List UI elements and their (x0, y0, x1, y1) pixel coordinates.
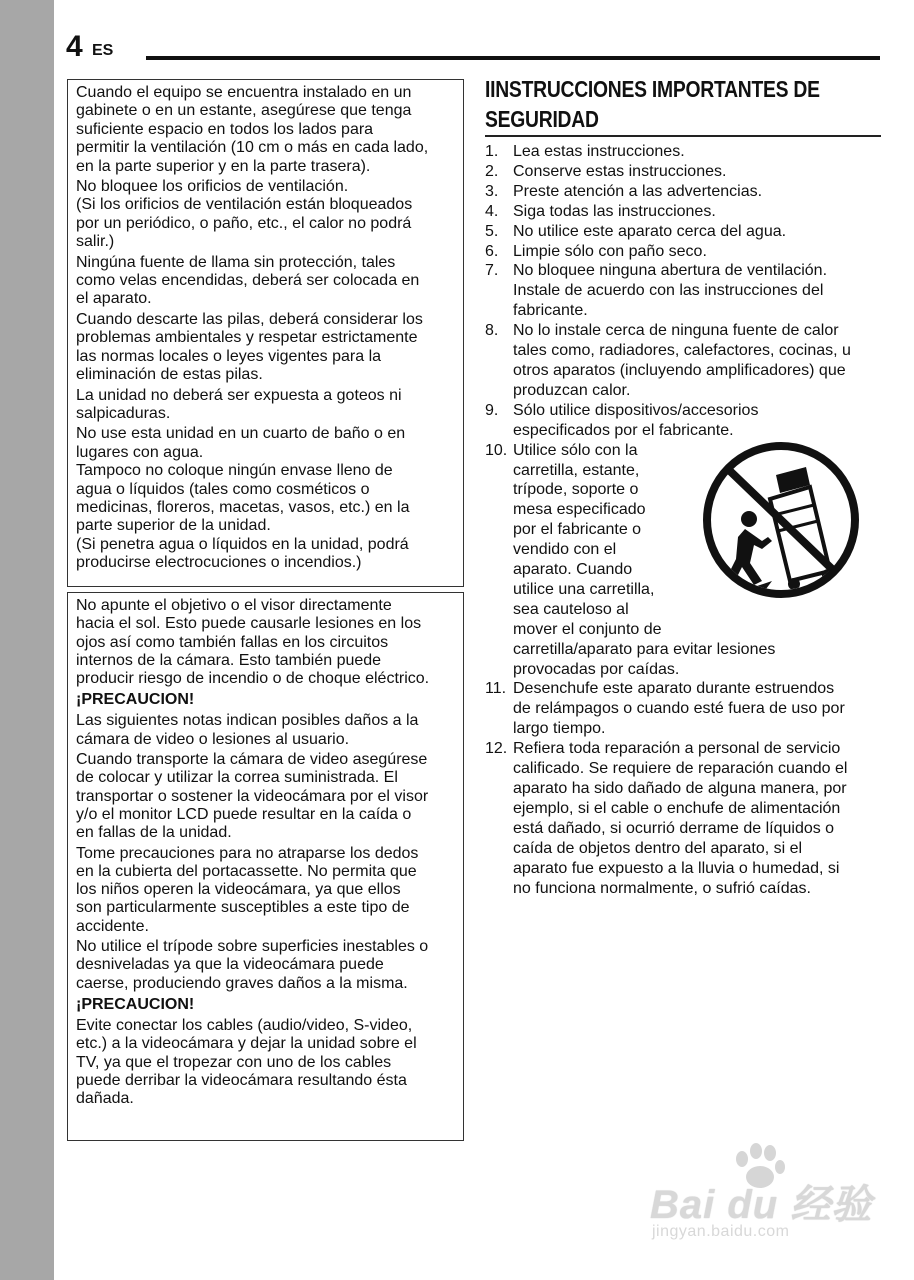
baidu-url: jingyan.baidu.com (652, 1223, 790, 1240)
item-number: 11. (485, 680, 507, 698)
list-item (485, 321, 885, 401)
list-item (485, 261, 885, 321)
item-text: Utilice sólo con la carretilla, estante, trípode, soporte o mesa especificado por el fabricante o vendido con el aparato. Cuando utilice una carretilla, sea cauteloso al mover el conjunto de carretilla/aparato para evitar lesiones provocadas por caídas. (513, 441, 776, 678)
item-number: 4. (485, 202, 499, 220)
item-text: No utilice este aparato cerca del agua. (513, 222, 787, 240)
item-text: Sólo utilice dispositivos/accesorios especificados por el fabricante. (513, 401, 759, 439)
item-text: No bloquee ninguna abertura de ventilación. Instale de acuerdo con las instrucciones del fabricante. (513, 262, 828, 320)
camera-cautions-box (67, 592, 464, 1141)
page-number: 4 (66, 30, 82, 63)
warning-paragraph: No bloquee los orificios de ventilación. (Si los orificios de ventilación están bloqueados por un periódico, o paño, etc., el calor no podrá salir.) (76, 178, 413, 251)
item-text: Refiera toda reparación a personal de servicio calificado. Se requiere de reparación cuando el aparato ha sido dañado de alguna manera, por ejemplo, si el cable o enchufe de alimentación está dañado, si ocurrió derrame de líquidos o caída de objetos dentro del aparato, si el aparato fue expuesto a la lluvia o humedad, si no funciona normalmente, o sufrió caídas. (513, 740, 848, 897)
item-number: 8. (485, 322, 499, 340)
sun-warning-paragraph: No apunte el objetivo o el visor directamente hacia el sol. Esto puede causarle lesiones en los ojos así como también fallas en los circuitos internos de la cámara. Esto también puede producir riesgo de incendio o de choque eléctrico. (76, 597, 430, 688)
ventilation-water-warnings-box (67, 79, 464, 587)
list-item (485, 242, 885, 262)
item-text: Siga todas las instrucciones. (513, 202, 716, 220)
warning-paragraph: La unidad no deberá ser expuesta a goteos ni salpicaduras. (76, 386, 402, 422)
caution-paragraph: Evite conectar los cables (audio/video, S-video, etc.) a la videocámara y dejar la unidad sobre el TV, ya que el tropezar con uno de los cables puede derribar la videocámara resultando ésta dañada. (76, 1016, 417, 1108)
warning-paragraph: Cuando el equipo se encuentra instalado en un gabinete o en un estante, asegúrese que tenga suficiente espacio en todos los lados para permitir la ventilación (10 cm o más en cada lado, en la parte superior y en la parte trasera). (76, 84, 429, 175)
list-item (485, 401, 885, 441)
item-text: No lo instale cerca de ninguna fuente de calor tales como, radiadores, calefactores, cocinas, u otros aparatos (incluyendo amplificadores) que produzcan calor. (513, 322, 851, 399)
caution-paragraph: Las siguientes notas indican posibles daños a la cámara de video o lesiones al usuario. (76, 712, 419, 748)
warning-paragraph: Cuando descarte las pilas, deberá considerar los problemas ambientales y respetar estrictamente las normas locales o leyes vigentes para la eliminación de estas pilas. (76, 310, 423, 384)
item-text: Preste atención a las advertencias. (513, 182, 763, 200)
title-rule (485, 135, 881, 137)
warning-paragraph: No use esta unidad en un cuarto de baño o en lugares con agua. Tampoco no coloque ningún envase lleno de agua o líquidos (tales como cosméticos o medicinas, floreros, macetas, vasos, etc.) en la parte superior de la unidad. (Si penetra agua o líquidos en la unidad, podrá producirse electrocuciones o incendios.) (76, 425, 410, 572)
cart-tipover-warning-icon (702, 441, 860, 599)
section-title: IINSTRUCCIONES IMPORTANTES DE SEGURIDAD (485, 76, 820, 132)
item-number: 9. (485, 401, 499, 419)
list-item (485, 162, 885, 182)
item-text: Desenchufe este aparato durante estruendos de relámpagos o cuando esté fuera de uso por largo tiempo. (513, 680, 845, 738)
page-language: ES (92, 42, 114, 59)
item-text: Lea estas instrucciones. (513, 143, 685, 160)
list-item (485, 202, 885, 222)
caution-paragraph: No utilice el trípode sobre superficies inestables o desniveladas ya que la videocámara puede caerse, produciendo graves daños a la misma. (76, 938, 429, 992)
item-text: Conserve estas instrucciones. (513, 162, 727, 180)
item-number: 12. (485, 740, 508, 758)
header-rule (146, 56, 880, 60)
left-margin-bar (0, 0, 54, 1280)
caution-paragraph: Tome precauciones para no atraparse los dedos en la cubierta del portacassette. No permita que los niños operen la videocámara, ya que ellos son particularmente susceptibles a este tipo de accidente. (76, 844, 419, 935)
caution-paragraph: Cuando transporte la cámara de video asegúrese de colocar y utilizar la correa suministrada. El transportar o sostener la videocámara por el visor y/o el monitor LCD puede resultar en la caída o en fallas de la unidad. (76, 751, 429, 842)
caution-heading: ¡PRECAUCION! (76, 691, 195, 709)
baidu-watermark (650, 1143, 873, 1253)
item-number: 10. (485, 441, 508, 459)
warning-paragraph: Ningúna fuente de llama sin protección, tales como velas encendidas, deberá ser colocada en el aparato. (76, 253, 420, 308)
item-number: 5. (485, 222, 499, 240)
item-number: 6. (485, 242, 499, 260)
item-number: 3. (485, 182, 499, 200)
list-item (485, 142, 885, 162)
item-text: Limpie sólo con paño seco. (513, 242, 707, 260)
list-item (485, 679, 885, 739)
list-item (485, 739, 885, 898)
item-number: 2. (485, 162, 499, 180)
item-number: 1. (485, 143, 499, 160)
list-item (485, 222, 885, 242)
item-number: 7. (485, 262, 499, 280)
baidu-logo-text: Bai du 经验 (650, 1183, 873, 1227)
caution-heading: ¡PRECAUCION! (76, 995, 195, 1013)
list-item (485, 182, 885, 202)
